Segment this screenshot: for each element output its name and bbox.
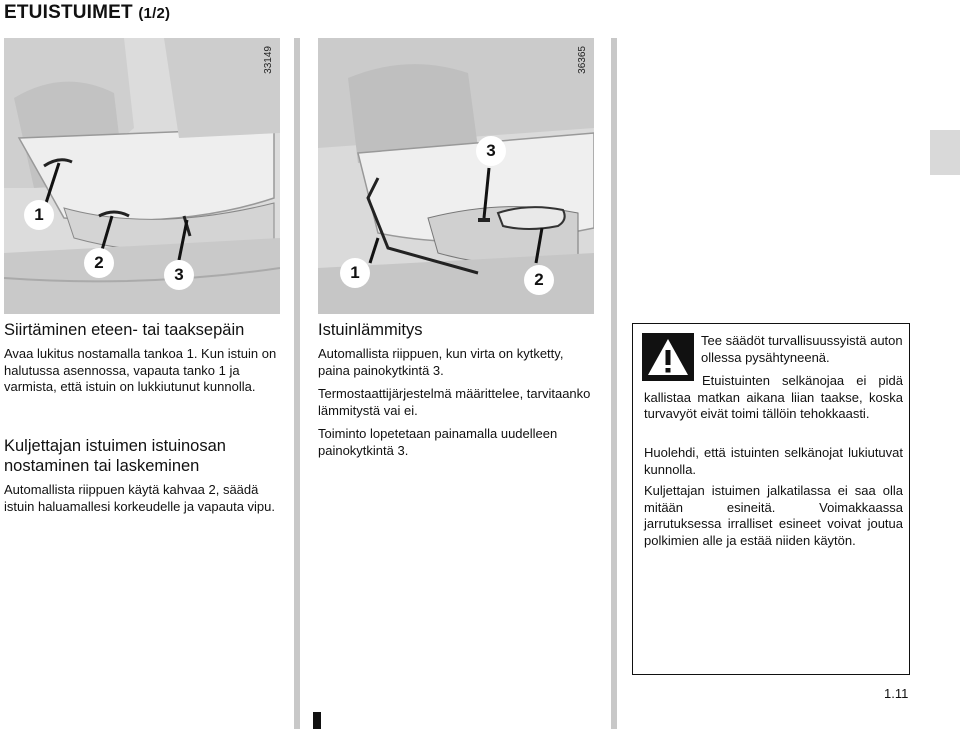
- column-divider-right: [611, 38, 617, 729]
- heading-height-adjustment: Kuljettajan istuimen istuinosan nostaminen tai laskeminen: [4, 437, 226, 475]
- callout-1: 1: [340, 258, 370, 288]
- callout-3: 3: [164, 260, 194, 290]
- text-seat-heating-2: Termostaattijärjestelmä määrittelee, tarvitaanko lämmitystä vai ei.: [318, 386, 591, 418]
- callout-3: 3: [476, 136, 506, 166]
- warning-text-3: Huolehdi, että istuinten selkänojat lukiutuvat kunnolla.: [644, 445, 903, 477]
- text-height-adjustment: Automallista riippuen käytä kahvaa 2, säädä istuin haluamallesi korkeudelle ja vapauta vipu.: [4, 482, 275, 514]
- warning-text-4: Kuljettajan istuimen jalkatilassa ei saa olla mitään esineitä. Voimakkaassa jarrutuksessa irralliset esineet voivat joutua polkimien alle ja estää niiden käytön.: [644, 483, 903, 548]
- page-number: 1.11: [884, 686, 909, 701]
- warning-text-1: Tee säädöt turvallisuussyistä auton ollessa pysähtyneenä.: [701, 333, 903, 365]
- page-title-text: ETUISTUIMET: [4, 2, 133, 23]
- heading-forward-backward: Siirtäminen eteen- tai taaksepäin: [4, 321, 245, 339]
- warning-text-2: Etuistuinten selkänojaa ei pidä kallistaa matkan aikana liian taakse, koska turvavyöt eivät toimi tällöin tehokkaasti.: [644, 373, 903, 421]
- callout-1: 1: [24, 200, 54, 230]
- text-seat-heating-3: Toiminto lopetetaan painamalla uudelleen painokytkintä 3.: [318, 426, 558, 458]
- seat-adjustment-illustration: [4, 38, 280, 314]
- section-tab-marker: [930, 130, 960, 175]
- column-divider-left: [294, 38, 300, 729]
- figure-seat-heating: [318, 38, 594, 314]
- figure-id: 36365: [577, 46, 588, 74]
- heading-seat-heating: Istuinlämmitys: [318, 321, 423, 339]
- figure-seat-adjustment: [4, 38, 280, 314]
- callout-2: 2: [524, 265, 554, 295]
- page-title: [4, 2, 170, 24]
- page-title-part: (1/2): [138, 5, 171, 22]
- print-mark: [313, 712, 321, 729]
- figure-id: 33149: [263, 46, 274, 74]
- callout-2: 2: [84, 248, 114, 278]
- text-seat-heating-1: Automallista riippuen, kun virta on kytketty, paina painokytkintä 3.: [318, 346, 564, 378]
- text-forward-backward: Avaa lukitus nostamalla tankoa 1. Kun istuin on halutussa asennossa, vapauta tanko 1 ja varmista, että istuin on lukkiutunut kunnolla.: [4, 346, 277, 394]
